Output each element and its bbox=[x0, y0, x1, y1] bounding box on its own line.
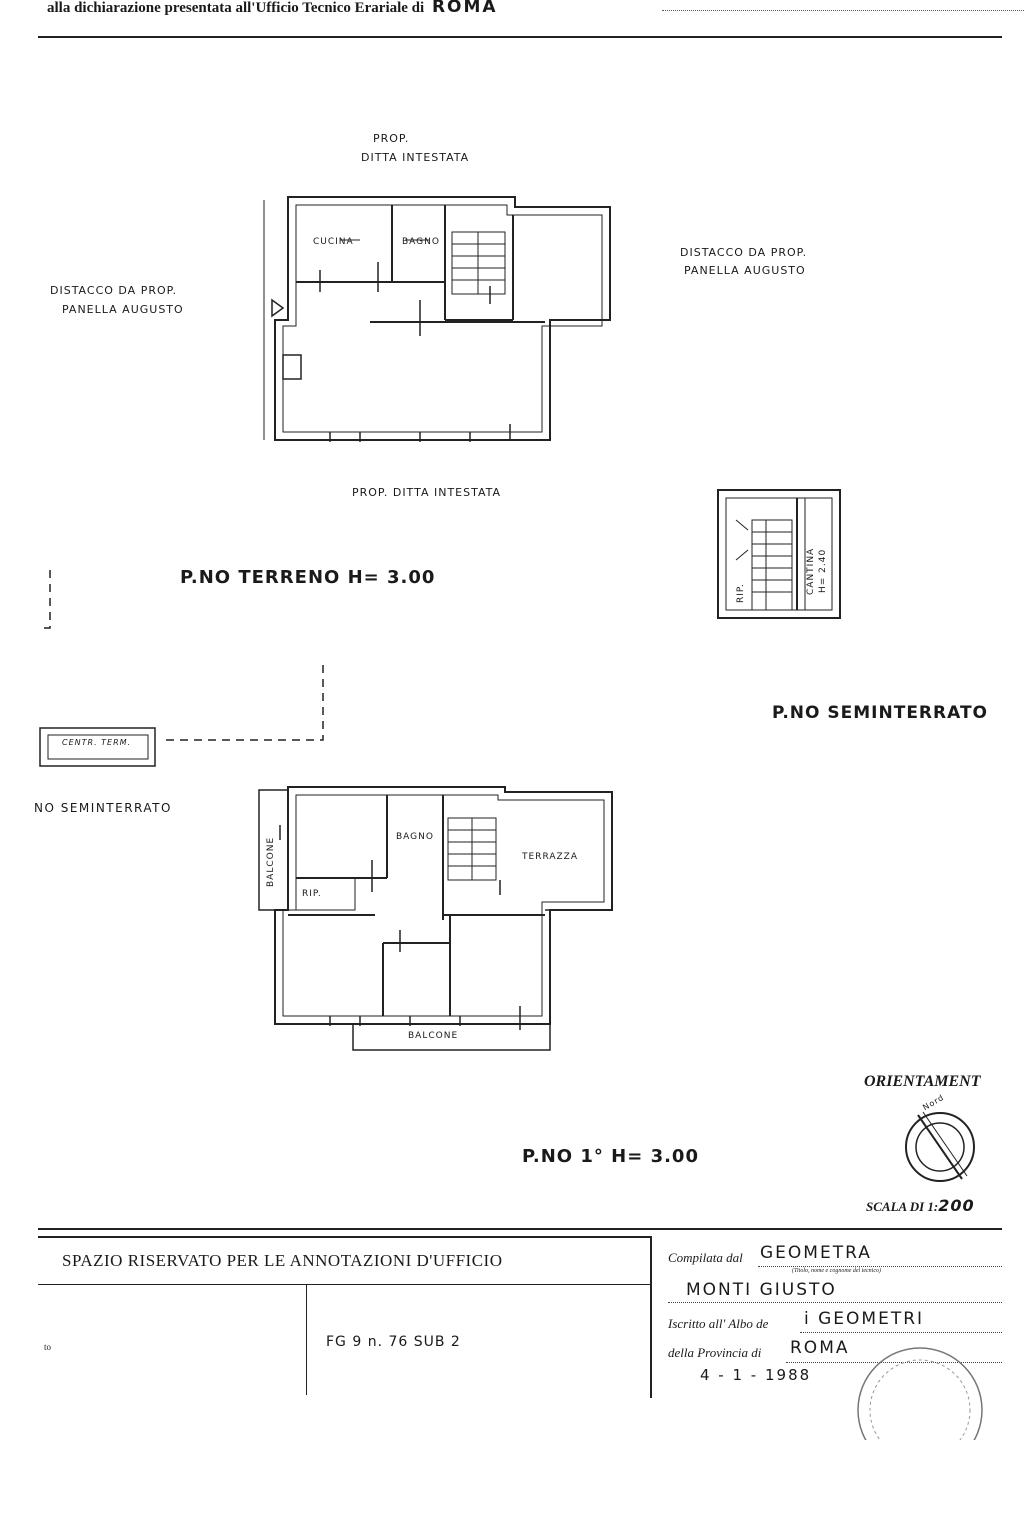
ground-left-label-1: DISTACCO DA PROP. bbox=[50, 284, 178, 297]
room-label-bath-first: BAGNO bbox=[396, 832, 434, 842]
scale-label bbox=[866, 1196, 975, 1215]
register-label: Iscritto all' Albo de bbox=[668, 1316, 769, 1331]
room-label-balcony-bottom: BALCONE bbox=[408, 1031, 459, 1041]
declaration-text: alla dichiarazione presentata all'Ufficio Tecnico Erariale di bbox=[47, 0, 425, 16]
register-line bbox=[800, 1332, 1002, 1333]
compiler-name: MONTI GIUSTO bbox=[686, 1280, 837, 1300]
declaration-city: ROMA bbox=[431, 0, 498, 17]
compiled-by-label: Compilata dal bbox=[668, 1250, 743, 1265]
office-box-separator bbox=[38, 1284, 650, 1285]
heating-room-box bbox=[40, 728, 155, 766]
office-box-vertical-separator bbox=[306, 1285, 307, 1395]
first-floor-title: P.NO 1° H= 3.00 bbox=[522, 1146, 699, 1167]
room-label-terrace: TERRAZZA bbox=[522, 852, 578, 862]
ground-right-label-1: DISTACCO DA PROP. bbox=[680, 246, 808, 259]
ground-floor-title: P.NO TERRENO H= 3.00 bbox=[180, 567, 436, 588]
ground-right-label-2: PANELLA AUGUSTO bbox=[684, 264, 806, 277]
office-box-title: SPAZIO RISERVATO PER LE ANNOTAZIONI D'UFFICIO bbox=[62, 1251, 503, 1270]
compass-symbol bbox=[906, 1112, 974, 1181]
ground-bottom-label: PROP. DITTA INTESTATA bbox=[352, 486, 502, 499]
form-top-rule bbox=[38, 1228, 1002, 1230]
compiler-title: GEOMETRA bbox=[760, 1243, 872, 1263]
room-label-cellar-height: H= 2.40 bbox=[818, 548, 828, 593]
office-left-stub: to bbox=[44, 1342, 52, 1352]
cadastral-note: FG 9 n. 76 SUB 2 bbox=[326, 1334, 461, 1350]
first-floor-plan bbox=[259, 787, 612, 1050]
scale-value: 200 bbox=[938, 1196, 975, 1215]
orientation-label: ORIENTAMENT bbox=[864, 1073, 981, 1090]
ground-top-label-2: DITTA INTESTATA bbox=[361, 151, 470, 164]
north-mark: Nord bbox=[921, 1092, 946, 1113]
compiler-title-hint: (Titolo, nome e cognome del tecnico) bbox=[792, 1268, 881, 1274]
ground-left-label-2: PANELLA AUGUSTO bbox=[62, 303, 184, 316]
scale-text: SCALA DI 1: bbox=[866, 1199, 939, 1214]
compiler-name-line bbox=[668, 1302, 1002, 1303]
compiled-date: 4 - 1 - 1988 bbox=[700, 1366, 812, 1384]
province-value: ROMA bbox=[790, 1338, 850, 1358]
ground-top-label-1: PROP. bbox=[373, 132, 410, 145]
room-label-storage-basement: RIP. bbox=[736, 583, 746, 603]
compiler-title-line bbox=[758, 1266, 1002, 1267]
room-label-cellar: CANTINA bbox=[806, 547, 816, 595]
room-label-balcony-side: BALCONE bbox=[266, 836, 276, 887]
basement-title: P.NO SEMINTERRATO bbox=[772, 703, 988, 723]
ground-floor-plan bbox=[264, 197, 610, 442]
register-value: i GEOMETRI bbox=[804, 1309, 925, 1329]
heating-room-label: CENTR. TERM. bbox=[62, 738, 132, 747]
room-label-kitchen: CUCINA bbox=[313, 237, 354, 247]
room-label-storage-first: RIP. bbox=[302, 889, 322, 899]
room-label-bath-ground: BAGNO bbox=[402, 237, 440, 247]
partial-title-fragment: NO SEMINTERRATO bbox=[34, 801, 172, 815]
province-label: della Provincia di bbox=[668, 1345, 762, 1360]
partial-dashed-plan bbox=[38, 570, 323, 740]
official-stamp bbox=[820, 1340, 990, 1440]
